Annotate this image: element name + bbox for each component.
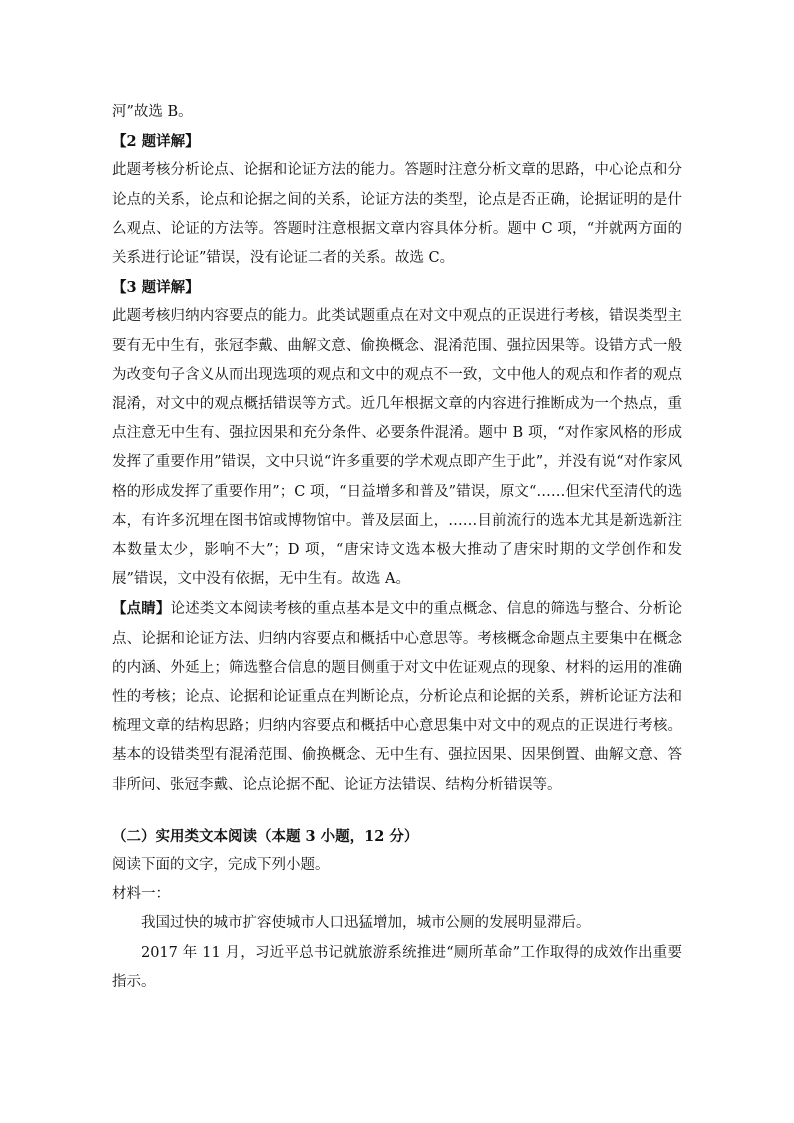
q3-heading: 【3 题详解】 [112,279,200,297]
material-paragraph-1: 我国过快的城市扩容使城市人口迅猛增加，城市公厕的发展明显滞后。 [141,915,591,932]
section-title: （二）实用类文本阅读（本题 3 小题，12 分） [112,827,419,845]
dianjing-text: 论述类文本阅读考核的重点基本是文中的重点概念、信息的筛选与整合、分析论点、论据和论证方法、归纳内容要点和概括中心意思等。考核概念命题点主要集中在概念的内涵、外延上；筛选整合信息的题目侧重于对文中佐证观点的现象、材料的运用的准确性的考核；论点、论据和论证重点在判断论点，分析论点和论据的关系，辨析论证方法和梳理文章的结构思路；归纳内容要点和概括中心意思集中对文中的观点的正误进行考核。基本的设错类型有混淆范围、偷换概念、无中生有、强拉因果、因果倒置、曲解文意、答非所问、张冠李戴、论点论据不配、论证方法错误、结构分析错误等。 [112,601,683,793]
document-body [112,98,682,997]
dianjing-paragraph [112,594,682,799]
dianjing-label: 【点睛】 [112,600,171,618]
reading-instruction: 阅读下面的文字，完成下列小题。 [112,857,330,874]
q2-heading: 【2 题详解】 [112,133,200,151]
section-gap [112,800,682,822]
q3-explanation: 此题考核归纳内容要点的能力。此类试题重点在对文中观点的正误进行考核，错误类型主要有无中生有，张冠李戴、曲解文意、偷换概念、混淆范围、强拉因果等。设错方式一般为改变句子含义从而出现选项的观点和文中的观点不一致，文中他人的观点和作者的观点混淆，对文中的观点概括错误等方式。近几年根据文章的内容进行推断成为一个热点，重点注意无中生有、强拉因果和充分条件、必要条件混淆。题中 B 项，“对作家风格的形成发挥了重要作用”错误，文中只说“许多重要的学术观点即产生于此”，并没有说“对作家风格的形成发挥了重要作用”；C 项，“日益增多和普及”错误，原文“……但宋代至清代的选本，有许多沉埋在图书馆或博物馆中。普及层面上，……目前流行的选本尤其是新选新注本数量太少，影响不大”；D 项，“唐宋诗文选本极大推动了唐宋时期的文学创作和发展”错误，文中没有依据，无中生有。故选 A。 [112,308,682,588]
answer-fragment: 河”故选 B。 [112,104,193,120]
q2-explanation: 此题考核分析论点、论据和论证方法的能力。答题时注意分析文章的思路，中心论点和分论点的关系，论点和论据之间的关系，论证方法的类型，论点是否正确，论据证明的是什么观点、论证的方法等。答题时注意根据文章内容具体分析。题中 C 项，“并就两方面的关系进行论证”错误，没有论证二者的关系。故选 C。 [112,162,682,267]
material-label: 材料一： [112,886,170,903]
material-paragraph-2: 2017 年 11 月，习近平总书记就旅游系统推进“厕所革命”工作取得的成效作出重要指示。 [112,944,682,990]
